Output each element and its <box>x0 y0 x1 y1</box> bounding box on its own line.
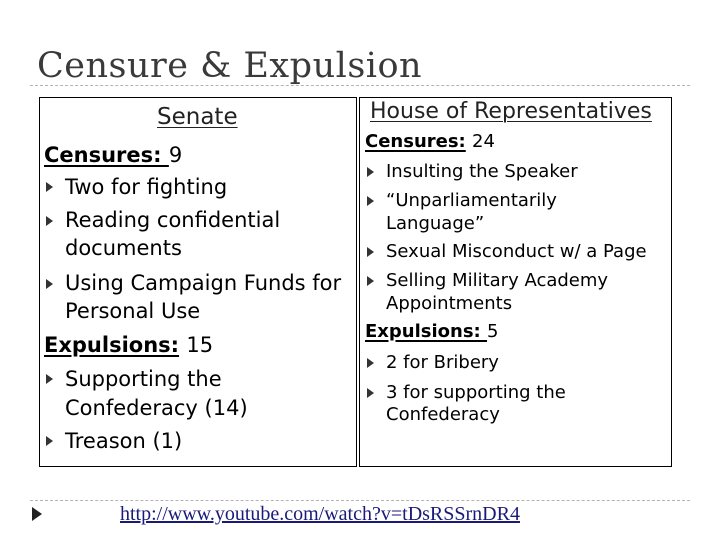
senate-panel <box>39 97 357 467</box>
slide-title: Censure & Expulsion <box>37 46 423 86</box>
senate-censures-count: 9 <box>168 143 183 167</box>
house-censures-header <box>365 133 495 151</box>
bullet-arrow-icon <box>46 216 53 226</box>
bullet-arrow-icon <box>46 182 53 192</box>
house-censure-item: Sexual Misconduct w/ a Page <box>386 241 647 262</box>
senate-expulsion-item-continued: Confederacy (14) <box>65 396 248 420</box>
house-expulsions-count: 5 <box>487 321 499 342</box>
house-censures-count: 24 <box>472 131 495 152</box>
house-expulsion-item: 3 for supporting the <box>386 382 566 403</box>
senate-expulsion-item: Supporting the <box>65 367 222 391</box>
bullet-arrow-icon <box>367 247 374 257</box>
house-censures-label: Censures: <box>365 131 466 152</box>
house-expulsions-header <box>365 323 498 341</box>
house-expulsion-item-continued: Confederacy <box>386 404 500 425</box>
bullet-arrow-icon <box>367 167 374 177</box>
house-expulsions-label: Expulsions: <box>365 321 488 342</box>
senate-censure-item-continued: documents <box>65 236 182 260</box>
slide-footer-arrow-icon <box>32 507 42 521</box>
house-censure-item-continued: Appointments <box>386 293 513 314</box>
senate-censure-item-continued: Personal Use <box>65 299 201 323</box>
house-expulsion-item: 2 for Bribery <box>386 352 499 373</box>
bullet-arrow-icon <box>46 279 53 289</box>
senate-expulsions-label: Expulsions: <box>44 333 180 357</box>
senate-expulsions-count: 15 <box>186 333 214 357</box>
house-heading: House of Representatives <box>370 99 652 124</box>
senate-censure-item: Two for fighting <box>65 175 228 199</box>
bullet-arrow-icon <box>367 358 374 368</box>
house-censure-item: Insulting the Speaker <box>386 161 578 182</box>
house-censure-item: Selling Military Academy <box>386 270 609 291</box>
bullet-arrow-icon <box>367 196 374 206</box>
senate-censure-item: Using Campaign Funds for <box>65 271 342 295</box>
senate-censures-label: Censures: <box>44 143 169 167</box>
bullet-arrow-icon <box>46 374 53 384</box>
title-divider <box>30 85 690 86</box>
senate-heading: Senate <box>157 104 238 130</box>
bullet-arrow-icon <box>367 276 374 286</box>
house-censure-item-continued: Language” <box>386 213 485 234</box>
footer-divider <box>30 500 690 501</box>
senate-expulsions-header <box>44 335 213 356</box>
bullet-arrow-icon <box>367 388 374 398</box>
house-panel <box>359 97 672 467</box>
senate-censures-header <box>44 145 182 166</box>
senate-censure-item: Reading confidential <box>65 208 281 232</box>
house-censure-item: “Unparliamentarily <box>386 190 557 211</box>
video-link[interactable]: http://www.youtube.com/watch?v=tDsRSSrnDR4 <box>120 503 520 525</box>
bullet-arrow-icon <box>46 436 53 446</box>
senate-expulsion-item: Treason (1) <box>65 429 183 453</box>
